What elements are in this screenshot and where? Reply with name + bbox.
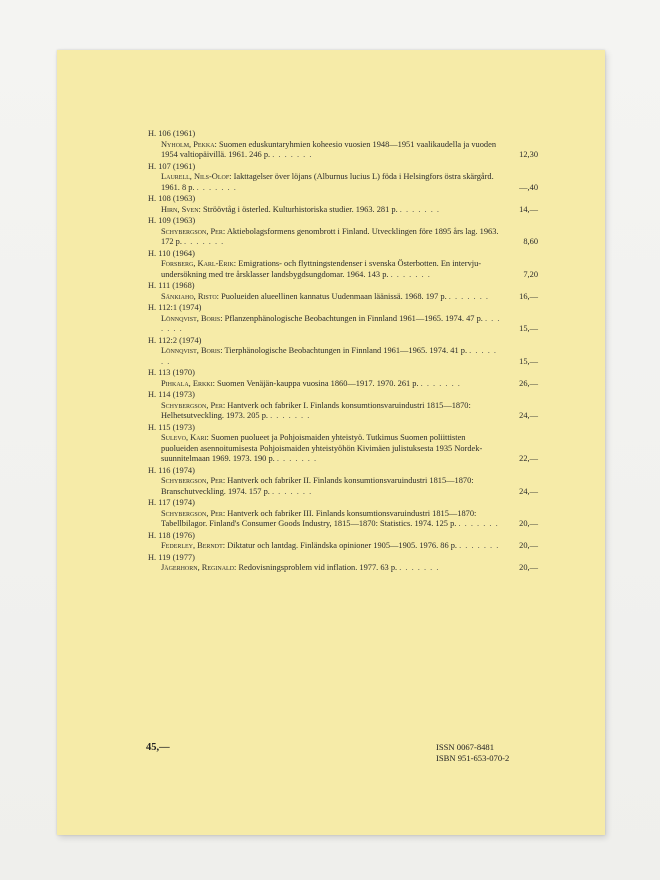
dot-leader: . . . . . . . — [276, 454, 318, 463]
author-name: Sulevo, Kari: — [161, 433, 209, 442]
series-number: H. 112:1 (1974) — [148, 303, 202, 312]
author-name: Lönnqvist, Boris: — [161, 313, 223, 323]
dot-leader: . . . . . . . — [459, 541, 500, 550]
publication-entry — [148, 368, 538, 389]
series-number: H. 115 (1973) — [148, 422, 195, 432]
publication-list — [148, 129, 538, 575]
author-name: Federley, Berndt: — [161, 541, 226, 550]
author-name: Laurell, Nils-Olof: — [161, 172, 232, 181]
author-name: Pihkala, Erkki: — [161, 378, 215, 388]
author-name: Forsberg, Karl-Erik: — [161, 259, 237, 268]
title-text: Diktatur och lantdag. Finländska opinioner 1905—1905. 1976. 86 p. — [227, 541, 458, 550]
author-name: Lönnqvist, Boris: — [161, 346, 223, 355]
publication-entry — [148, 466, 538, 498]
author-name: Schybergson, Per: — [161, 508, 226, 518]
publication-entry — [148, 553, 538, 574]
title-text: Emigrations- och flyttningstendenser i svenska Österbotten. En intervju-undersökning med tre årsklasser landsbygdsungdomar. 1964. 143 p. — [161, 259, 482, 279]
title-text: Hantverk och fabriker III. Finlands konsumtionsvaruindustri 1815—1870: Tabellbilagor. Finland's Consumer Goods Industry, 1815—1870: Statistics. 1974. 125 p. — [161, 508, 477, 528]
isbn-line: ISBN 951-653-070-2 — [436, 752, 510, 763]
price: 22,— — [519, 454, 538, 463]
series-number: H. 109 (1963) — [148, 216, 196, 225]
title-text: Hantverk och fabriker I. Finlands konsumtionsvaruindustri 1815—1870: Helhetsutveckling. 1973. 205 p. — [161, 400, 471, 420]
publication-entry — [148, 390, 538, 422]
publication-entry — [148, 162, 538, 194]
price: —,40 — [519, 182, 538, 192]
entry-body — [148, 172, 538, 193]
series-number: H. 114 (1973) — [148, 390, 195, 399]
publication-entry — [148, 423, 538, 465]
author-name: Sänkiaho, Risto: — [161, 291, 219, 301]
author-name: Hirn, Sven: — [161, 204, 201, 214]
price: 15,— — [519, 324, 538, 333]
entry-body — [148, 401, 538, 422]
entry-body — [148, 346, 538, 367]
dot-leader: . . . . . . . — [272, 150, 313, 159]
title-text: Suomen Venäjän-kauppa vuosina 1860—1917. 1970. 261 p. — [217, 378, 419, 388]
price: 15,— — [519, 356, 538, 366]
price: 7,20 — [523, 269, 538, 279]
entry-body — [148, 379, 538, 390]
publication-entry — [148, 249, 538, 281]
dot-leader: . . . . . . . — [390, 269, 431, 279]
price: 24,— — [519, 486, 538, 496]
series-number: H. 106 (1961) — [148, 129, 196, 138]
series-number: H. 112:2 (1974) — [148, 335, 202, 345]
series-number: H. 110 (1964) — [148, 248, 195, 258]
series-number: H. 111 (1968) — [148, 281, 195, 290]
series-number: H. 118 (1976) — [148, 530, 195, 540]
dot-leader: . . . . . . . — [458, 519, 499, 528]
price: 26,— — [519, 378, 538, 388]
series-number: H. 107 (1961) — [148, 161, 196, 171]
publication-entry — [148, 336, 538, 368]
author-name: Nyholm, Pekka: — [161, 139, 217, 149]
publication-entry — [148, 194, 538, 215]
title-text: Redovisningsproblem vid inflation. 1977. 63 p. — [238, 563, 398, 572]
issn-line: ISSN 0067-8481 — [436, 742, 495, 752]
title-text: Aktiebolagsformens genombrott i Finland. Utvecklingen före 1895 års lag. 1963. 172 p. — [161, 226, 499, 246]
entry-body — [148, 433, 538, 465]
entry-body — [148, 140, 538, 161]
dot-leader: . . . . . . . — [420, 378, 461, 388]
price: 12,30 — [519, 150, 538, 159]
total-price: 45,— — [146, 742, 170, 753]
price: 20,— — [519, 541, 538, 550]
author-name: Schybergson, Per: — [161, 476, 226, 485]
price: 16,— — [519, 291, 538, 301]
series-number: H. 116 (1974) — [148, 465, 195, 475]
dot-leader: . . . . . . . — [271, 486, 313, 496]
dot-leader: . . . . . . . — [161, 313, 501, 333]
entry-body — [148, 314, 538, 335]
series-number: H. 113 (1970) — [148, 368, 195, 377]
entry-body — [148, 509, 538, 530]
publication-entry — [148, 216, 538, 248]
title-text: Ströövtåg i österled. Kulturhistoriska studier. 1963. 281 p. — [202, 204, 398, 214]
entry-body — [148, 259, 538, 280]
title-text: Hantverk och fabriker II. Finlands konsumtionsvaruindustri 1815—1870: Branschutveckling. 1974. 157 p. — [161, 476, 474, 496]
author-name: Schybergson, Per: — [161, 226, 226, 236]
dot-leader: . . . . . . . — [448, 291, 489, 301]
title-text: Puolueiden alueellinen kannatus Uudenmaan läänissä. 1968. 197 p. — [221, 291, 447, 301]
entry-body — [148, 227, 538, 248]
price: 24,— — [519, 411, 538, 420]
entry-body — [148, 541, 538, 552]
price: 8,60 — [523, 237, 538, 246]
entry-body — [148, 292, 538, 303]
price: 20,— — [519, 519, 538, 528]
dot-leader: . . . . . . . — [399, 563, 440, 572]
title-text: Suomen puolueet ja Pohjoismaiden yhteistyö. Tutkimus Suomen poliittisten puolueiden asennoitumisesta Pohjoismaiden yhteistyöhön Kivimäen julistuksesta 1935 Nordek-suunnitelmaan 1969. 1973. 190 p. — [161, 433, 483, 463]
series-number: H. 119 (1977) — [148, 552, 195, 562]
publication-entry — [148, 281, 538, 302]
author-name: Schybergson, Per: — [161, 400, 226, 410]
price: 20,— — [519, 563, 538, 572]
title-text: Iakttagelser över löjans (Alburnus lucius L) föda i Helsingfors östra skärgård. 1961. 8 p. — [161, 172, 494, 192]
dot-leader: . . . . . . . — [270, 411, 311, 420]
title-text: Tierphänologische Beobachtungen in Finnland 1961—1965. 1974. 41 p. — [224, 346, 468, 355]
series-number: H. 108 (1963) — [148, 194, 196, 203]
series-number: H. 117 (1974) — [148, 498, 195, 507]
identifier-block — [436, 742, 509, 763]
publication-entry — [148, 531, 538, 552]
dot-leader: . . . . . . . — [399, 204, 440, 214]
dot-leader: . . . . . . . — [161, 346, 497, 366]
price: 14,— — [519, 204, 538, 214]
entry-body — [148, 476, 538, 497]
publication-entry — [148, 303, 538, 335]
dot-leader: . . . . . . . — [184, 237, 225, 246]
entry-body — [148, 205, 538, 216]
publication-entry — [148, 498, 538, 530]
publication-entry — [148, 129, 538, 161]
title-text: Pflanzenphänologische Beobachtungen in Finnland 1961—1965. 1974. 47 p. — [224, 313, 483, 323]
dot-leader: . . . . . . . — [196, 182, 237, 192]
entry-body — [148, 563, 538, 574]
title-text: Suomen eduskuntaryhmien koheesio vuosien 1948—1951 vaalikaudella ja vuoden 1954 valtiopäivillä. 1961. 246 p. — [161, 139, 497, 159]
author-name: Jägerhorn, Reginald: — [161, 563, 237, 572]
